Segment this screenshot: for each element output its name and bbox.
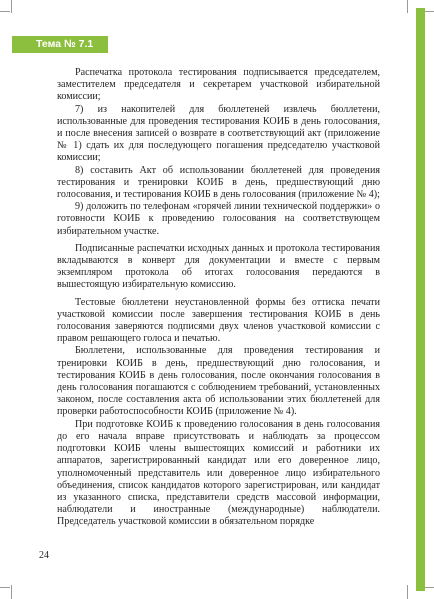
paragraph: 9) доложить по телефонам «горячей линии технической поддержки» о готовности КОИБ к проведению голосования на соответствующем избирательном участке. <box>57 201 380 237</box>
paragraph: Распечатка протокола тестирования подписывается председателем, заместителем председателя и секретарем участковой избирательной комиссии; <box>57 67 380 103</box>
paragraph: 8) составить Акт об использовании бюллетеней для проведения тестирования и тренировки КОИБ в день, предшествующий дню голосования, и тестирования КОИБ в день голосования (приложение № 4); <box>57 164 380 201</box>
crop-mark <box>424 587 434 588</box>
paragraph: При подготовке КОИБ к проведению голосования в день голосования до его начала вправе присутствовать и наблюдать за процессом подготовки КОИБ члены вышестоящих комиссий и работники их аппаратов, зарегистрированный кандидат или его доверенное лицо, уполномоченный представитель или доверенное лицо избирательного объединения, список кандидатов которого зарегистрирован, или кандидат из указанного списка, представители средств массовой информации, наблюдатели и иностранные (международные) наблюдатели. Председатель участковой комиссии в обязательном порядке <box>57 418 380 528</box>
topic-label: Тема № 7.1 <box>36 38 94 50</box>
crop-mark <box>424 11 434 12</box>
side-accent-bar <box>416 8 425 591</box>
crop-mark <box>407 585 408 599</box>
crop-mark <box>0 11 10 12</box>
page-number: 24 <box>39 550 49 561</box>
crop-mark <box>11 585 12 599</box>
topic-tab <box>12 36 108 53</box>
paragraph: Подписанные распечатки исходных данных и протокола тестирования вкладываются в конверт для документации и вместе с первым экземпляром протокола об итогах голосования передаются в вышестоящую избирательную комиссию. <box>57 242 380 291</box>
crop-mark <box>0 587 10 588</box>
crop-mark <box>407 0 408 13</box>
body-text <box>57 67 380 529</box>
paragraph: 7) из накопителей для бюллетеней извлечь бюллетени, использованные для проведения тестирования КОИБ в день голосования, и после внесения записей о возврате в соответствующий акт (приложение № 1) сдать их для последующего погашения председателю участковой комиссии; <box>57 103 380 164</box>
paragraph: Тестовые бюллетени неустановленной формы без оттиска печати участковой комиссии после завершения тестирования КОИБ в день голосования заверяются подписями двух членов участковой комиссии с правом решающего голоса и печатью. <box>57 296 380 345</box>
crop-mark <box>11 0 12 13</box>
paragraph: Бюллетени, использованные для проведения тестирования и тренировки КОИБ в день, предшествующий дню голосования, и тестирования КОИБ в день голосования, после окончания голосования в день голосования погашаются с соблюдением требований, установленных законом, после составления акта об использовании этих бюллетеней для проверки работоспособности КОИБ (приложение № 4). <box>57 345 380 418</box>
